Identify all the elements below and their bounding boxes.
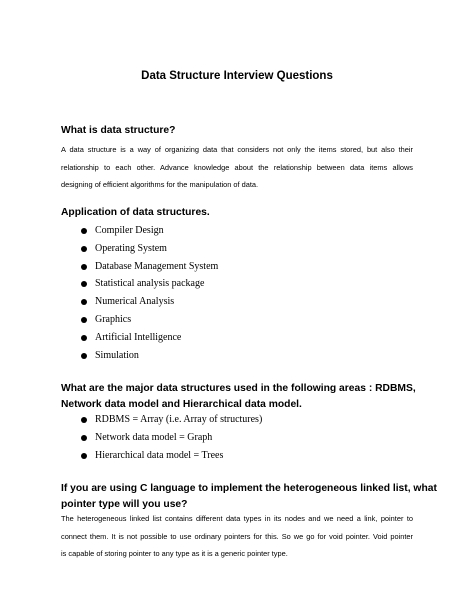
paragraph-line: designing of efficient algorithms for the manipulation of data. <box>61 180 259 189</box>
paragraph-line: The heterogeneous linked list contains different data types in its nodes and we need a link, pointer to <box>61 514 413 523</box>
bullet-icon <box>81 246 87 252</box>
bullet-icon <box>81 228 87 234</box>
paragraph-line: is capable of storing pointer to any type as it is a generic pointer type. <box>61 549 288 558</box>
bullet-icon <box>81 435 87 441</box>
section-heading-heterogeneous-linked-list <box>61 481 437 513</box>
section-heading-what-is-data-structure: What is data structure? <box>61 125 176 136</box>
bullet-icon <box>81 264 87 270</box>
paragraph-line: A data structure is a way of organizing data that considers not only the items stored, but also their <box>61 145 413 154</box>
paragraph-line: relationship to each other. Advance knowledge about the relationship between data items allows <box>61 162 413 172</box>
bullet-icon <box>81 281 87 287</box>
bullet-icon <box>81 453 87 459</box>
heading-line: If you are using C language to implement the heterogeneous linked list, what <box>61 483 437 494</box>
section-paragraph-void-pointer <box>61 510 413 563</box>
heading-line: What are the major data structures used in the following areas : RDBMS, <box>61 383 416 394</box>
paragraph-line: connect them. It is not possible to use ordinary pointers for this. So we go for void pointer. Void pointer <box>61 531 413 541</box>
heading-line: Network data model and Hierarchical data model. <box>61 399 302 410</box>
bullet-icon <box>81 317 87 323</box>
heading-line: pointer type will you use? <box>61 499 188 510</box>
section-heading-major-data-structures <box>61 381 416 413</box>
bullet-icon <box>81 335 87 341</box>
document-page: Data Structure Interview Questions What is data structure? A data structure is a way of organizing data that considers not only the items stored, but also their relationship to each other. Advance knowledge about the relationship between data items allows designing of efficient algorithms for the manipulation of data. Application of data structures. Compiler Design Operating System Database Management System Statistical analysis package Numerical Analysis Graphics Artificial Intelligence Simulation What are the major data structures used in the following areas : RDBMS, Network data model and Hierarchical data model. RDBMS = Array (i.e. Array of structures) Network data model = Graph Hierarchical data model = Trees If you are using C language to implement the heterogeneous linked list, what pointer type will you use? The heterogeneous linked list contains different data types in its nodes and we need a link, pointer to connect them. It is not possible to use ordinary pointers for this. So we go for void pointer. Void pointer is capable of storing pointer to any type as it is a generic pointer type. <box>0 0 474 613</box>
section-heading-applications: Application of data structures. <box>61 207 210 218</box>
page-title: Data Structure Interview Questions <box>141 70 333 82</box>
bullet-icon <box>81 417 87 423</box>
bullet-icon <box>81 299 87 305</box>
bullet-icon <box>81 353 87 359</box>
section-paragraph-data-structure-definition <box>61 141 413 194</box>
